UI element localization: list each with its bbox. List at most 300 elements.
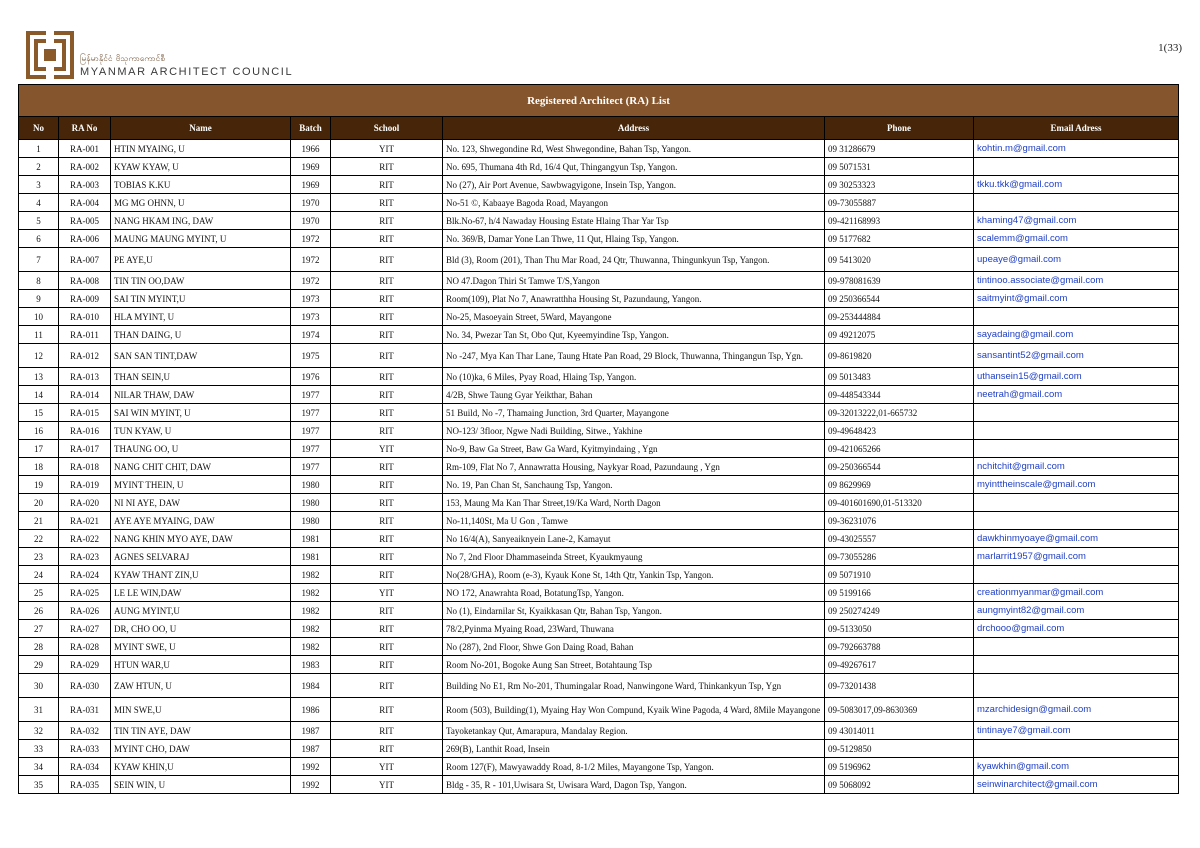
address-cell: NO-123/ 3floor, Ngwe Nadi Building, Sitwe., Yakhine [443, 422, 825, 440]
batch-year-cell: 1987 [291, 722, 331, 740]
batch-year-cell: 1983 [291, 656, 331, 674]
batch-year-cell: 1973 [291, 290, 331, 308]
architect-name-cell: AYE AYE MYAING, DAW [111, 512, 291, 530]
email-cell [974, 512, 1179, 530]
batch-year-cell: 1981 [291, 548, 331, 566]
row-number-cell: 22 [19, 530, 59, 548]
school-cell: RIT [331, 476, 443, 494]
architect-name-cell: TOBIAS K.KU [111, 176, 291, 194]
school-cell: RIT [331, 368, 443, 386]
school-cell: RIT [331, 344, 443, 368]
phone-cell: 09-253444884 [825, 308, 974, 326]
address-cell: Room 127(F), Mawyawaddy Road, 8-1/2 Miles, Mayangone Tsp, Yangon. [443, 758, 825, 776]
batch-year-cell: 1977 [291, 404, 331, 422]
email-cell[interactable]: myinttheinscale@gmail.com [974, 476, 1179, 494]
batch-year-cell: 1977 [291, 386, 331, 404]
table-row [19, 584, 1179, 602]
table-row [19, 740, 1179, 758]
phone-cell: 09-43025557 [825, 530, 974, 548]
phone-cell: 09 250274249 [825, 602, 974, 620]
email-cell[interactable]: sansantint52@gmail.com [974, 344, 1179, 368]
row-number-cell: 20 [19, 494, 59, 512]
architect-name-cell: HTIN MYAING, U [111, 140, 291, 158]
phone-cell: 09 5071910 [825, 566, 974, 584]
row-number-cell: 1 [19, 140, 59, 158]
table-row [19, 512, 1179, 530]
email-cell[interactable]: neetrah@gmail.com [974, 386, 1179, 404]
phone-cell: 09 5068092 [825, 776, 974, 794]
ra-number-cell: RA-012 [59, 344, 111, 368]
ra-number-cell: RA-010 [59, 308, 111, 326]
school-cell: RIT [331, 722, 443, 740]
table-row [19, 290, 1179, 308]
table-row [19, 698, 1179, 722]
row-number-cell: 23 [19, 548, 59, 566]
address-cell: No (1), Eindarnilar St, Kyaikkasan Qtr, Bahan Tsp, Yangon. [443, 602, 825, 620]
phone-cell: 09 30253323 [825, 176, 974, 194]
ra-number-cell: RA-028 [59, 638, 111, 656]
batch-year-cell: 1986 [291, 698, 331, 722]
email-cell [974, 494, 1179, 512]
row-number-cell: 16 [19, 422, 59, 440]
email-cell[interactable]: upeaye@gmail.com [974, 248, 1179, 272]
row-number-cell: 5 [19, 212, 59, 230]
address-cell: 269(B), Lanthit Road, Insein [443, 740, 825, 758]
architect-name-cell: MYINT THEIN, U [111, 476, 291, 494]
ra-number-cell: RA-035 [59, 776, 111, 794]
ra-number-cell: RA-022 [59, 530, 111, 548]
batch-year-cell: 1972 [291, 230, 331, 248]
school-cell: YIT [331, 584, 443, 602]
email-cell [974, 638, 1179, 656]
architect-name-cell: NANG CHIT CHIT, DAW [111, 458, 291, 476]
phone-cell: 09-421168993 [825, 212, 974, 230]
table-row [19, 566, 1179, 584]
architect-name-cell: THAN DAING, U [111, 326, 291, 344]
row-number-cell: 27 [19, 620, 59, 638]
ra-number-cell: RA-002 [59, 158, 111, 176]
table-row [19, 308, 1179, 326]
phone-cell: 09-978081639 [825, 272, 974, 290]
email-cell[interactable]: kyawkhin@gmail.com [974, 758, 1179, 776]
address-cell: No. 34, Pwezar Tan St, Obo Qut, Kyeemyindine Tsp, Yangon. [443, 326, 825, 344]
table-header-row [19, 117, 1179, 140]
batch-year-cell: 1980 [291, 494, 331, 512]
architect-name-cell: AUNG MYINT,U [111, 602, 291, 620]
column-header: No [19, 117, 59, 140]
row-number-cell: 30 [19, 674, 59, 698]
phone-cell: 09-5129850 [825, 740, 974, 758]
architect-name-cell: MIN SWE,U [111, 698, 291, 722]
batch-year-cell: 1977 [291, 458, 331, 476]
email-cell [974, 158, 1179, 176]
row-number-cell: 4 [19, 194, 59, 212]
architect-name-cell: KYAW KYAW, U [111, 158, 291, 176]
ra-number-cell: RA-021 [59, 512, 111, 530]
table-title: Registered Architect (RA) List [19, 85, 1179, 117]
architect-name-cell: DR, CHO OO, U [111, 620, 291, 638]
phone-cell: 09 8629969 [825, 476, 974, 494]
table-row [19, 602, 1179, 620]
ra-list-table-container [18, 84, 1178, 794]
architect-name-cell: KYAW THANT ZIN,U [111, 566, 291, 584]
architect-name-cell: SAI WIN MYINT, U [111, 404, 291, 422]
architect-name-cell: LE LE WIN,DAW [111, 584, 291, 602]
ra-number-cell: RA-007 [59, 248, 111, 272]
email-cell [974, 404, 1179, 422]
batch-year-cell: 1976 [291, 368, 331, 386]
email-cell[interactable]: kohtin.m@gmail.com [974, 140, 1179, 158]
phone-cell: 09 5413020 [825, 248, 974, 272]
email-cell[interactable]: dawkhinmyoaye@gmail.com [974, 530, 1179, 548]
row-number-cell: 21 [19, 512, 59, 530]
school-cell: RIT [331, 458, 443, 476]
address-cell: No. 19, Pan Chan St, Sanchaung Tsp, Yangon. [443, 476, 825, 494]
address-cell: No -247, Mya Kan Thar Lane, Taung Htate Pan Road, 29 Block, Thuwanna, Thingangun Tsp, Ygn. [443, 344, 825, 368]
address-cell: No 16/4(A), Sanyeaiknyein Lane-2, Kamayut [443, 530, 825, 548]
row-number-cell: 3 [19, 176, 59, 194]
row-number-cell: 29 [19, 656, 59, 674]
architect-name-cell: PE AYE,U [111, 248, 291, 272]
phone-cell: 09-421065266 [825, 440, 974, 458]
architect-name-cell: NANG KHIN MYO AYE, DAW [111, 530, 291, 548]
address-cell: No. 369/B, Damar Yone Lan Thwe, 11 Qut, Hlaing Tsp, Yangon. [443, 230, 825, 248]
batch-year-cell: 1969 [291, 176, 331, 194]
table-row [19, 458, 1179, 476]
email-cell[interactable]: saitmyint@gmail.com [974, 290, 1179, 308]
ra-number-cell: RA-008 [59, 272, 111, 290]
phone-cell: 09-448543344 [825, 386, 974, 404]
school-cell: RIT [331, 656, 443, 674]
school-cell: RIT [331, 620, 443, 638]
ra-number-cell: RA-024 [59, 566, 111, 584]
email-cell [974, 674, 1179, 698]
school-cell: RIT [331, 674, 443, 698]
row-number-cell: 13 [19, 368, 59, 386]
phone-cell: 09-73201438 [825, 674, 974, 698]
address-cell: NO 47.Dagon Thiri St Tamwe T/S,Yangon [443, 272, 825, 290]
address-cell: Bld (3), Room (201), Than Thu Mar Road, 24 Qtr, Thuwanna, Thingunkyun Tsp, Yangon. [443, 248, 825, 272]
address-cell: Tayoketankay Qut, Amarapura, Mandalay Region. [443, 722, 825, 740]
ra-number-cell: RA-017 [59, 440, 111, 458]
page-number: 1(33) [1158, 42, 1182, 54]
school-cell: YIT [331, 140, 443, 158]
architect-name-cell: MYINT SWE, U [111, 638, 291, 656]
architect-name-cell: MG MG OHNN, U [111, 194, 291, 212]
table-row [19, 230, 1179, 248]
email-cell [974, 440, 1179, 458]
email-cell[interactable]: uthansein15@gmail.com [974, 368, 1179, 386]
school-cell: RIT [331, 308, 443, 326]
school-cell: RIT [331, 422, 443, 440]
table-row [19, 194, 1179, 212]
table-row [19, 212, 1179, 230]
architect-name-cell: ZAW HTUN, U [111, 674, 291, 698]
address-cell: No-9, Baw Ga Street, Baw Ga Ward, Kyitmyindaing , Ygn [443, 440, 825, 458]
ra-number-cell: RA-013 [59, 368, 111, 386]
table-row [19, 272, 1179, 290]
batch-year-cell: 1977 [291, 440, 331, 458]
table-row [19, 620, 1179, 638]
address-cell: NO 172, Anawrahta Road, BotatungTsp, Yangon. [443, 584, 825, 602]
architect-name-cell: THAUNG OO, U [111, 440, 291, 458]
table-row [19, 776, 1179, 794]
phone-cell: 09 5199166 [825, 584, 974, 602]
table-row [19, 404, 1179, 422]
address-cell: Bldg - 35, R - 101,Uwisara St, Uwisara Ward, Dagon Tsp, Yangon. [443, 776, 825, 794]
table-row [19, 674, 1179, 698]
address-cell: No. 695, Thumana 4th Rd, 16/4 Qut, Thingangyun Tsp, Yangon. [443, 158, 825, 176]
table-row [19, 422, 1179, 440]
ra-number-cell: RA-034 [59, 758, 111, 776]
email-cell[interactable]: seinwinarchitect@gmail.com [974, 776, 1179, 794]
row-number-cell: 35 [19, 776, 59, 794]
ra-number-cell: RA-011 [59, 326, 111, 344]
batch-year-cell: 1981 [291, 530, 331, 548]
batch-year-cell: 1984 [291, 674, 331, 698]
email-cell [974, 740, 1179, 758]
phone-cell: 09-5133050 [825, 620, 974, 638]
email-cell [974, 308, 1179, 326]
row-number-cell: 14 [19, 386, 59, 404]
email-cell[interactable]: sayadaing@gmail.com [974, 326, 1179, 344]
batch-year-cell: 1972 [291, 248, 331, 272]
row-number-cell: 31 [19, 698, 59, 722]
row-number-cell: 10 [19, 308, 59, 326]
school-cell: RIT [331, 404, 443, 422]
table-row [19, 140, 1179, 158]
phone-cell: 09 5177682 [825, 230, 974, 248]
ra-number-cell: RA-027 [59, 620, 111, 638]
school-cell: RIT [331, 740, 443, 758]
row-number-cell: 8 [19, 272, 59, 290]
address-cell: 4/2B, Shwe Taung Gyar Yeikthar, Bahan [443, 386, 825, 404]
address-cell: Room(109), Plat No 7, Anawratthha Housing St, Pazundaung, Yangon. [443, 290, 825, 308]
phone-cell: 09 49212075 [825, 326, 974, 344]
email-cell [974, 194, 1179, 212]
row-number-cell: 34 [19, 758, 59, 776]
phone-cell: 09 31286679 [825, 140, 974, 158]
school-cell: RIT [331, 494, 443, 512]
school-cell: RIT [331, 326, 443, 344]
school-cell: RIT [331, 512, 443, 530]
email-cell[interactable]: marlarrit1957@gmail.com [974, 548, 1179, 566]
ra-number-cell: RA-014 [59, 386, 111, 404]
column-header: Address [443, 117, 825, 140]
email-cell[interactable]: khaming47@gmail.com [974, 212, 1179, 230]
school-cell: RIT [331, 212, 443, 230]
address-cell: No-25, Masoeyain Street, 5Ward, Mayangone [443, 308, 825, 326]
address-cell: No 7, 2nd Floor Dhammaseinda Street, Kyaukmyaung [443, 548, 825, 566]
phone-cell: 09-49267617 [825, 656, 974, 674]
school-cell: RIT [331, 158, 443, 176]
batch-year-cell: 1970 [291, 212, 331, 230]
architect-name-cell: KYAW KHIN,U [111, 758, 291, 776]
architect-name-cell: AGNES SELVARAJ [111, 548, 291, 566]
row-number-cell: 7 [19, 248, 59, 272]
row-number-cell: 6 [19, 230, 59, 248]
row-number-cell: 32 [19, 722, 59, 740]
school-cell: YIT [331, 776, 443, 794]
table-row [19, 176, 1179, 194]
column-header: RA No [59, 117, 111, 140]
architect-name-cell: TIN TIN AYE, DAW [111, 722, 291, 740]
row-number-cell: 12 [19, 344, 59, 368]
ra-number-cell: RA-030 [59, 674, 111, 698]
ra-number-cell: RA-033 [59, 740, 111, 758]
council-logo-icon [26, 31, 74, 79]
table-row [19, 530, 1179, 548]
school-cell: RIT [331, 638, 443, 656]
phone-cell: 09-73055887 [825, 194, 974, 212]
ra-number-cell: RA-001 [59, 140, 111, 158]
table-row [19, 344, 1179, 368]
address-cell: Room No-201, Bogoke Aung San Street, Botahtaung Tsp [443, 656, 825, 674]
batch-year-cell: 1982 [291, 584, 331, 602]
table-row [19, 248, 1179, 272]
address-cell: 153, Maung Ma Kan Thar Street,19/Ka Ward, North Dagon [443, 494, 825, 512]
ra-number-cell: RA-025 [59, 584, 111, 602]
email-cell[interactable]: tintinaye7@gmail.com [974, 722, 1179, 740]
phone-cell: 09 5196962 [825, 758, 974, 776]
table-row [19, 638, 1179, 656]
row-number-cell: 9 [19, 290, 59, 308]
ra-number-cell: RA-004 [59, 194, 111, 212]
architect-name-cell: MAUNG MAUNG MYINT, U [111, 230, 291, 248]
phone-cell: 09-401601690,01-513320 [825, 494, 974, 512]
ra-number-cell: RA-015 [59, 404, 111, 422]
school-cell: RIT [331, 698, 443, 722]
ra-number-cell: RA-009 [59, 290, 111, 308]
batch-year-cell: 1980 [291, 476, 331, 494]
phone-cell: 09-36231076 [825, 512, 974, 530]
address-cell: No-11,140St, Ma U Gon , Tamwe [443, 512, 825, 530]
address-cell: Building No E1, Rm No-201, Thumingalar Road, Nanwingone Ward, Thinkankyun Tsp, Ygn [443, 674, 825, 698]
row-number-cell: 26 [19, 602, 59, 620]
row-number-cell: 33 [19, 740, 59, 758]
architect-name-cell: SAI TIN MYINT,U [111, 290, 291, 308]
ra-list-table [18, 84, 1179, 794]
row-number-cell: 11 [19, 326, 59, 344]
phone-cell: 09-5083017,09-8630369 [825, 698, 974, 722]
email-cell[interactable]: tkku.tkk@gmail.com [974, 176, 1179, 194]
architect-name-cell: HTUN WAR,U [111, 656, 291, 674]
ra-number-cell: RA-006 [59, 230, 111, 248]
address-cell: No-51 ©, Kabaaye Bagoda Road, Mayangon [443, 194, 825, 212]
table-row [19, 494, 1179, 512]
phone-cell: 09-792663788 [825, 638, 974, 656]
batch-year-cell: 1992 [291, 776, 331, 794]
row-number-cell: 28 [19, 638, 59, 656]
column-header: Phone [825, 117, 974, 140]
phone-cell: 09 250366544 [825, 290, 974, 308]
school-cell: YIT [331, 440, 443, 458]
batch-year-cell: 1970 [291, 194, 331, 212]
email-cell[interactable]: scalemm@gmail.com [974, 230, 1179, 248]
school-cell: RIT [331, 566, 443, 584]
table-body [19, 140, 1179, 794]
email-cell[interactable]: aungmyint82@gmail.com [974, 602, 1179, 620]
phone-cell: 09-73055286 [825, 548, 974, 566]
school-cell: RIT [331, 386, 443, 404]
phone-cell: 09 5013483 [825, 368, 974, 386]
email-cell[interactable]: mzarchidesign@gmail.com [974, 698, 1179, 722]
architect-name-cell: NILAR THAW, DAW [111, 386, 291, 404]
column-header: Name [111, 117, 291, 140]
ra-number-cell: RA-019 [59, 476, 111, 494]
ra-number-cell: RA-016 [59, 422, 111, 440]
batch-year-cell: 1975 [291, 344, 331, 368]
column-header: Email Adress [974, 117, 1179, 140]
architect-name-cell: NI NI AYE, DAW [111, 494, 291, 512]
email-cell [974, 566, 1179, 584]
school-cell: RIT [331, 530, 443, 548]
email-cell[interactable]: nchitchit@gmail.com [974, 458, 1179, 476]
row-number-cell: 19 [19, 476, 59, 494]
org-name: MYANMAR ARCHITECT COUNCIL [80, 66, 294, 78]
phone-cell: 09-49648423 [825, 422, 974, 440]
row-number-cell: 17 [19, 440, 59, 458]
school-cell: RIT [331, 176, 443, 194]
batch-year-cell: 1982 [291, 602, 331, 620]
email-cell[interactable]: drchooo@gmail.com [974, 620, 1179, 638]
ra-number-cell: RA-029 [59, 656, 111, 674]
school-cell: YIT [331, 758, 443, 776]
address-cell: No (27), Air Port Avenue, Sawbwagyigone, Insein Tsp, Yangon. [443, 176, 825, 194]
batch-year-cell: 1982 [291, 620, 331, 638]
architect-name-cell: TUN KYAW, U [111, 422, 291, 440]
ra-number-cell: RA-018 [59, 458, 111, 476]
architect-name-cell: TIN TIN OO,DAW [111, 272, 291, 290]
table-row [19, 326, 1179, 344]
phone-cell: 09 43014011 [825, 722, 974, 740]
table-row [19, 158, 1179, 176]
batch-year-cell: 1969 [291, 158, 331, 176]
batch-year-cell: 1977 [291, 422, 331, 440]
batch-year-cell: 1982 [291, 638, 331, 656]
address-cell: 78/2,Pyinma Myaing Road, 23Ward, Thuwana [443, 620, 825, 638]
address-cell: No(28/GHA), Room (e-3), Kyauk Kone St, 14th Qtr, Yankin Tsp, Yangon. [443, 566, 825, 584]
email-cell[interactable]: tintinoo.associate@gmail.com [974, 272, 1179, 290]
row-number-cell: 24 [19, 566, 59, 584]
architect-name-cell: MYINT CHO, DAW [111, 740, 291, 758]
batch-year-cell: 1980 [291, 512, 331, 530]
architect-name-cell: SAN SAN TINT,DAW [111, 344, 291, 368]
batch-year-cell: 1987 [291, 740, 331, 758]
batch-year-cell: 1973 [291, 308, 331, 326]
address-cell: 51 Build, No -7, Thamaing Junction, 3rd Quarter, Mayangone [443, 404, 825, 422]
address-cell: No (10)ka, 6 Miles, Pyay Road, Hlaing Tsp, Yangon. [443, 368, 825, 386]
batch-year-cell: 1972 [291, 272, 331, 290]
ra-number-cell: RA-003 [59, 176, 111, 194]
email-cell[interactable]: creationmyanmar@gmail.com [974, 584, 1179, 602]
ra-number-cell: RA-020 [59, 494, 111, 512]
architect-name-cell: HLA MYINT, U [111, 308, 291, 326]
table-row [19, 368, 1179, 386]
email-cell [974, 656, 1179, 674]
email-cell [974, 422, 1179, 440]
address-cell: No. 123, Shwegondine Rd, West Shwegondine, Bahan Tsp, Yangon. [443, 140, 825, 158]
school-cell: RIT [331, 290, 443, 308]
school-cell: RIT [331, 602, 443, 620]
row-number-cell: 25 [19, 584, 59, 602]
org-name-local: မြန်မာနိုင်ငံ ဗိသုကာကောင်စီ [80, 54, 166, 63]
ra-number-cell: RA-023 [59, 548, 111, 566]
architect-name-cell: NANG HKAM ING, DAW [111, 212, 291, 230]
column-header: Batch [291, 117, 331, 140]
phone-cell: 09-8619820 [825, 344, 974, 368]
row-number-cell: 18 [19, 458, 59, 476]
